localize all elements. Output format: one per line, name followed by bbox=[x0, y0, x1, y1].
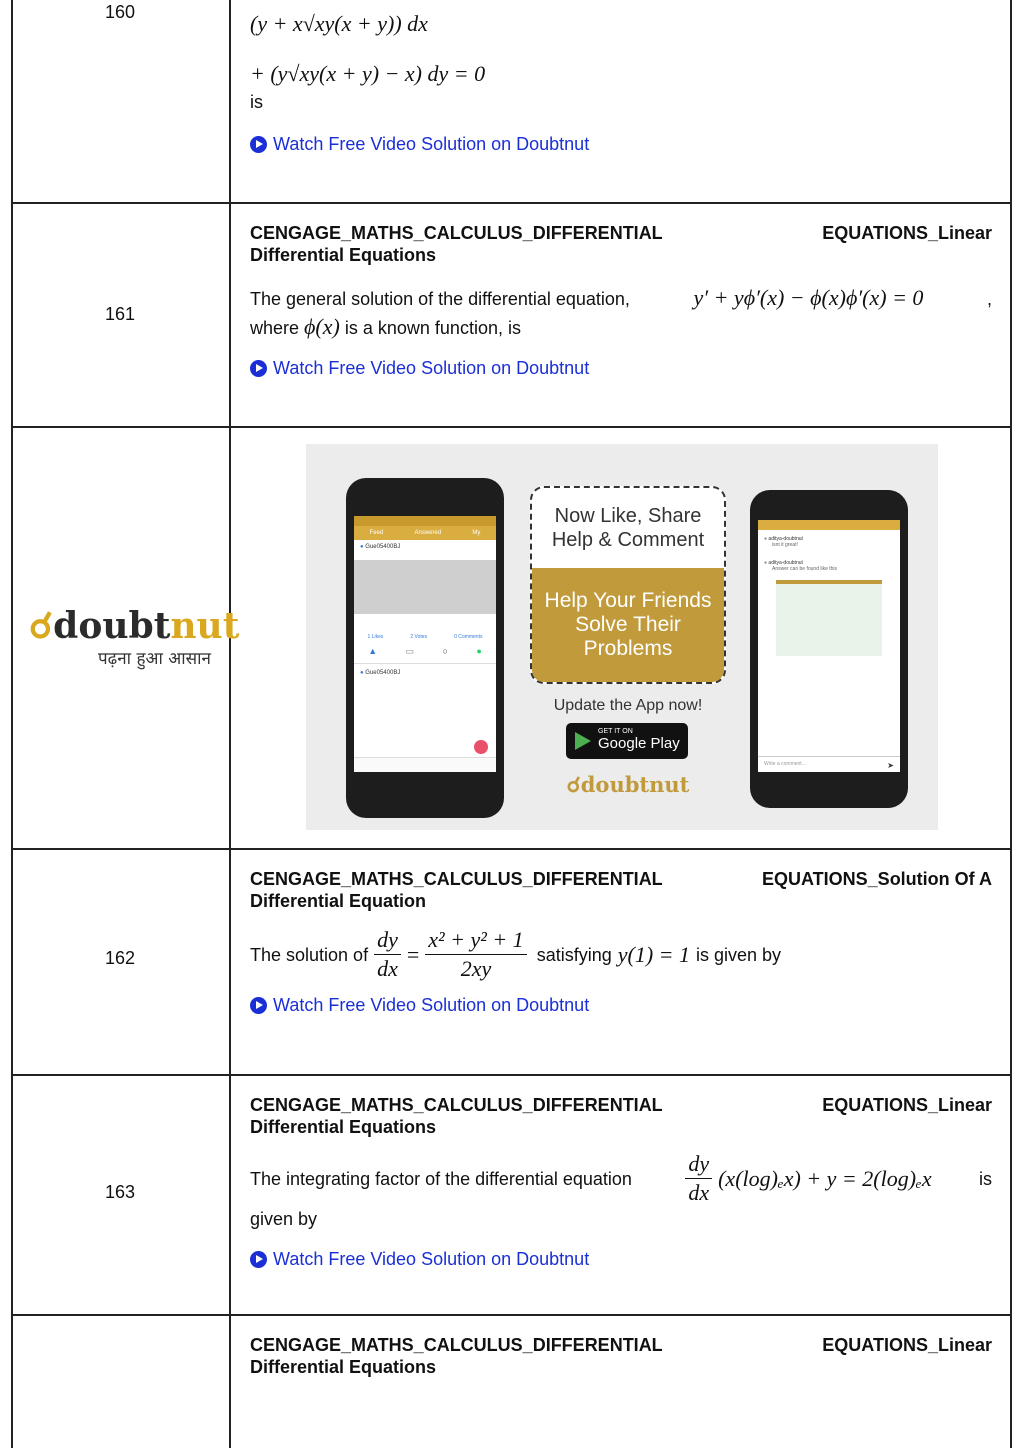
phone-stat: 1 Likes bbox=[367, 634, 384, 640]
question-text-part: The general solution of the differential equation, bbox=[250, 289, 630, 309]
question-row-164 bbox=[11, 1316, 1012, 1448]
heading-subtopic: Differential Equation bbox=[250, 891, 427, 911]
question-equation: y(1) = 1 bbox=[617, 941, 690, 967]
google-play-label: Google Play bbox=[598, 735, 680, 752]
question-number: 163 bbox=[104, 1182, 136, 1202]
send-icon: ➤ bbox=[887, 761, 894, 770]
question-heading bbox=[250, 222, 992, 266]
question-text-part: is given by bbox=[696, 944, 782, 965]
question-text-part: where bbox=[250, 318, 300, 338]
equals-sign: = bbox=[406, 941, 420, 967]
phone-screen bbox=[354, 516, 496, 772]
logo-text-a: doubt bbox=[53, 605, 171, 647]
question-text bbox=[250, 1152, 992, 1205]
question-row-161 bbox=[11, 204, 1012, 428]
phone-username: Gue05400BJ bbox=[365, 670, 401, 676]
play-circle-icon bbox=[250, 997, 267, 1014]
fraction-numerator: dy bbox=[374, 928, 401, 955]
update-app-text: Update the App now! bbox=[553, 697, 703, 714]
question-content bbox=[250, 222, 992, 379]
question-content bbox=[250, 1094, 992, 1270]
fraction-rhs bbox=[425, 928, 526, 981]
question-row-162 bbox=[11, 850, 1012, 1076]
avatar: ● bbox=[764, 536, 768, 542]
fraction-denominator: 2xy bbox=[460, 956, 492, 981]
phone-username: aditya-doubtnut bbox=[768, 536, 803, 542]
phone-stat: 2 Votes bbox=[410, 634, 428, 640]
heading-topic: EQUATIONS_Solution Of A bbox=[762, 869, 992, 889]
play-circle-icon bbox=[250, 136, 267, 153]
question-heading bbox=[250, 868, 992, 912]
logo-cell bbox=[11, 428, 240, 848]
brand-text-b: nut bbox=[649, 772, 690, 797]
heading-subtopic: Differential Equations bbox=[250, 245, 437, 265]
heading-subtopic: Differential Equations bbox=[250, 1117, 437, 1137]
watch-video-link[interactable] bbox=[250, 358, 992, 379]
watch-video-link[interactable] bbox=[250, 995, 992, 1016]
google-play-button[interactable] bbox=[566, 723, 688, 759]
watch-video-label: Watch Free Video Solution on Doubtnut bbox=[273, 995, 590, 1015]
avatar: ● bbox=[764, 560, 768, 566]
phone-message: Answer can be found like this bbox=[772, 566, 838, 572]
promo-line-2: Help Your Friends Solve Their Problems bbox=[532, 568, 724, 682]
equation-line-2: + (y√xy(x + y) − x) dy = 0 bbox=[250, 61, 486, 86]
google-play-icon bbox=[575, 732, 591, 750]
heading-topic: EQUATIONS_Linear bbox=[822, 1335, 992, 1355]
question-text-part: The solution of bbox=[250, 944, 369, 965]
question-content bbox=[250, 6, 992, 155]
phone-username: aditya-doubtnut bbox=[768, 560, 803, 566]
number-cell bbox=[11, 1316, 231, 1448]
question-text-part: is a known function, is bbox=[344, 318, 521, 338]
banner-brand-logo bbox=[566, 772, 690, 797]
phone-screen bbox=[758, 520, 900, 772]
play-circle-icon bbox=[250, 1251, 267, 1268]
fraction-dy-dx bbox=[685, 1152, 712, 1205]
question-row-160 bbox=[11, 0, 1012, 204]
equation-line-1: (y + x√xy(x + y)) dx bbox=[250, 11, 428, 36]
phone-stat: 0 Comments bbox=[454, 634, 483, 640]
heading-topic: EQUATIONS_Linear bbox=[822, 1095, 992, 1115]
phone-tab: My bbox=[472, 530, 481, 536]
question-image bbox=[354, 560, 496, 614]
whatsapp-icon: ● bbox=[476, 646, 482, 656]
question-text-part: satisfying bbox=[536, 944, 612, 965]
question-text-part: The integrating factor of the differential equation bbox=[250, 1168, 632, 1189]
fraction-numerator: x² + y² + 1 bbox=[425, 928, 526, 955]
question-equation: (x(log)ₑx) + y = 2(log)ₑx bbox=[718, 1165, 932, 1191]
user-icon: ● bbox=[360, 670, 364, 676]
fraction-numerator: dy bbox=[685, 1152, 712, 1179]
phone-username: Gue05400BJ bbox=[365, 544, 401, 550]
phone-feed-mockup bbox=[346, 478, 504, 818]
fraction-dy-dx bbox=[374, 928, 401, 981]
google-play-small-label: GET IT ON bbox=[598, 728, 633, 735]
phone-message: isnt it great! bbox=[772, 542, 798, 548]
doubtnut-logo bbox=[29, 605, 240, 669]
play-circle-icon bbox=[250, 360, 267, 377]
watch-video-label: Watch Free Video Solution on Doubtnut bbox=[273, 358, 590, 378]
question-tail: is bbox=[250, 92, 263, 112]
phone-comments-mockup bbox=[750, 490, 908, 808]
number-cell bbox=[11, 850, 231, 1074]
question-text bbox=[250, 928, 992, 981]
phone-tab: Feed bbox=[369, 530, 384, 536]
question-number: 161 bbox=[104, 304, 136, 324]
number-cell bbox=[11, 0, 231, 202]
question-number: 162 bbox=[104, 948, 136, 968]
answer-image bbox=[776, 580, 882, 656]
heading-topic: EQUATIONS_Linear bbox=[822, 223, 992, 243]
question-heading bbox=[250, 1094, 992, 1138]
question-equation: ϕ(x) bbox=[304, 314, 340, 339]
heading-subject: CENGAGE_MATHS_CALCULUS_DIFFERENTIAL bbox=[250, 1335, 663, 1355]
brand-text-a: doubt bbox=[580, 772, 650, 797]
logo-mark-icon: ☌ bbox=[566, 772, 581, 797]
fraction-denominator: dx bbox=[688, 1180, 710, 1205]
heading-subject: CENGAGE_MATHS_CALCULUS_DIFFERENTIAL bbox=[250, 1095, 663, 1115]
promo-line-1: Now Like, Share Help & Comment bbox=[551, 505, 705, 551]
watch-video-link[interactable] bbox=[250, 1249, 992, 1270]
watch-video-label: Watch Free Video Solution on Doubtnut bbox=[273, 134, 590, 154]
question-row-163 bbox=[11, 1076, 1012, 1316]
question-text bbox=[250, 284, 992, 342]
vote-icon: ○ bbox=[442, 646, 448, 656]
fraction-denominator: dx bbox=[377, 956, 398, 981]
question-text-part: is bbox=[979, 1168, 992, 1189]
fab-icon bbox=[474, 740, 488, 754]
like-icon: ▲ bbox=[368, 646, 378, 656]
heading-subject: CENGAGE_MATHS_CALCULUS_DIFFERENTIAL bbox=[250, 223, 663, 243]
question-text-continued: given by bbox=[250, 1209, 318, 1229]
question-heading bbox=[250, 1334, 992, 1378]
logo-text-b: nut bbox=[170, 605, 240, 647]
number-cell bbox=[11, 204, 231, 426]
logo-mark-icon: ☌ bbox=[29, 605, 54, 647]
question-content bbox=[250, 868, 992, 1016]
heading-subject: CENGAGE_MATHS_CALCULUS_DIFFERENTIAL bbox=[250, 869, 663, 889]
logo-tagline: पढ़ना हुआ आसान bbox=[98, 649, 211, 669]
watch-video-label: Watch Free Video Solution on Doubtnut bbox=[273, 1249, 590, 1269]
user-icon: ● bbox=[360, 544, 364, 550]
promo-card bbox=[530, 486, 726, 684]
watch-video-link[interactable] bbox=[250, 134, 992, 155]
comment-icon: ▭ bbox=[405, 646, 415, 656]
question-number: 160 bbox=[104, 2, 136, 22]
number-cell bbox=[11, 1076, 231, 1314]
question-text-part: , bbox=[986, 289, 992, 309]
question-equation: y′ + yϕ′(x) − ϕ(x)ϕ′(x) = 0 bbox=[693, 285, 924, 310]
phone-tab: Answered bbox=[414, 530, 442, 536]
phone-comment-input: Write a comment... bbox=[764, 761, 806, 767]
heading-subtopic: Differential Equations bbox=[250, 1357, 437, 1377]
question-content bbox=[250, 1334, 992, 1378]
